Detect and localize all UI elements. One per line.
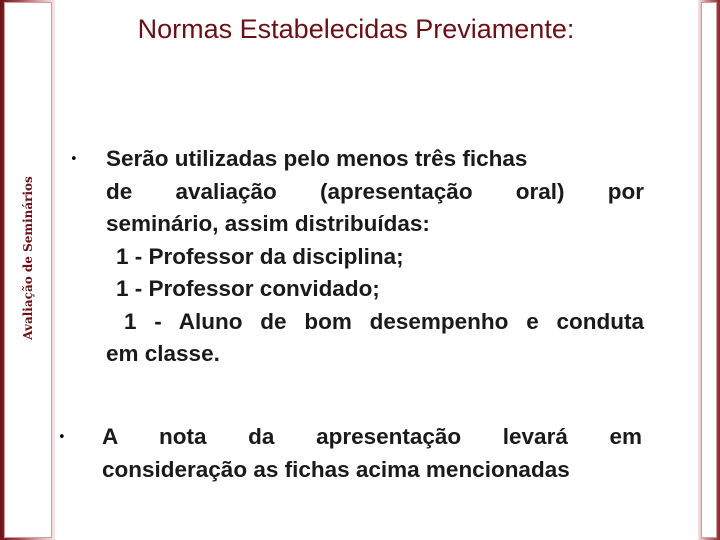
bullet-text-1 — [106, 143, 644, 371]
bullet-1-line: de avaliação (apresentação oral) por — [106, 178, 644, 204]
bullet-2-line: A nota da apresentação levará em — [102, 424, 642, 449]
right-side-panel — [701, 2, 717, 538]
slide-title: Normas Estabelecidas Previamente: — [137, 14, 575, 44]
side-label: Avaliação de Seminários — [21, 176, 35, 340]
bullet-1-line: em classe. — [106, 341, 220, 366]
bullet-2-line: consideração as fichas acima mencionadas — [102, 456, 570, 482]
bullet-1-line: 1 - Professor convidado; — [116, 276, 380, 301]
bullet-text-2 — [102, 421, 642, 486]
bullet-marker: • — [70, 152, 78, 167]
bullet-1-line: seminário, assim distribuídas: — [106, 211, 430, 236]
bullet-1-line: 1 - Professor da disciplina; — [116, 243, 404, 269]
bullet-1-line: 1 - Aluno de bom desempenho e conduta — [124, 308, 644, 334]
bullet-marker: • — [58, 430, 66, 445]
bullet-1-line: Serão utilizadas pelo menos três fichas — [106, 146, 528, 171]
